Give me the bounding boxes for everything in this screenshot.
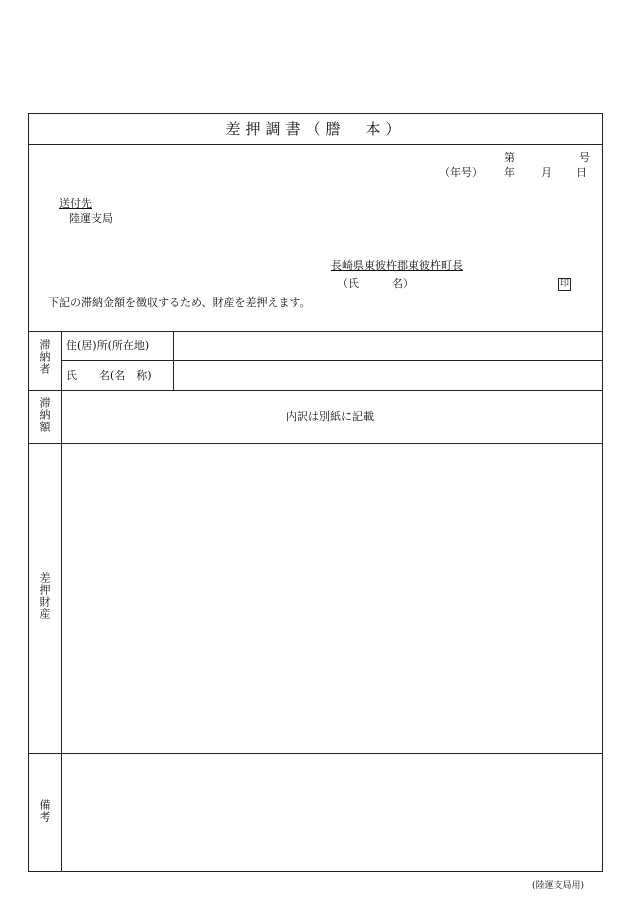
title-divider xyxy=(29,144,602,145)
delinquent-label: 滞納者 xyxy=(38,339,51,375)
property-label: 差押財産 xyxy=(38,572,51,620)
seizure-record-form xyxy=(28,113,603,872)
label-column-line xyxy=(61,331,62,871)
seizure-statement: 下記の滞納金額を徴収するため、財産を差押えます。 xyxy=(48,296,311,309)
amount-note: 内訳は別紙に記載 xyxy=(286,410,374,423)
year-label: 年 xyxy=(504,166,515,179)
address-name-divider xyxy=(61,360,602,361)
field-label-column-line xyxy=(173,331,174,390)
name-label: 氏 名(名 称) xyxy=(66,369,152,382)
number-prefix: 第 xyxy=(504,151,515,164)
day-label: 日 xyxy=(576,166,587,179)
amount-top-line xyxy=(29,390,602,391)
amount-label: 滞納額 xyxy=(38,397,51,433)
remarks-label: 備考 xyxy=(38,799,51,823)
document-title: 差押調書（謄 本） xyxy=(225,120,406,138)
number-suffix: 号 xyxy=(579,151,590,164)
footer-note: (陸運支局用) xyxy=(531,881,584,891)
seal-mark: 印 xyxy=(559,279,569,289)
issuer-title: 長崎県東彼杵郡東彼杵町長 xyxy=(331,259,463,272)
issuer-name-label: （氏 名） xyxy=(337,277,414,290)
era-label: （年号） xyxy=(439,166,483,179)
property-top-line xyxy=(29,443,602,444)
recipient-name: 陸運支局 xyxy=(69,212,113,225)
remarks-top-line xyxy=(29,753,602,754)
delinquent-top-line xyxy=(29,331,602,332)
month-label: 月 xyxy=(541,166,552,179)
address-label: 住(居)所(所在地) xyxy=(66,339,150,352)
recipient-label: 送付先 xyxy=(59,197,92,210)
